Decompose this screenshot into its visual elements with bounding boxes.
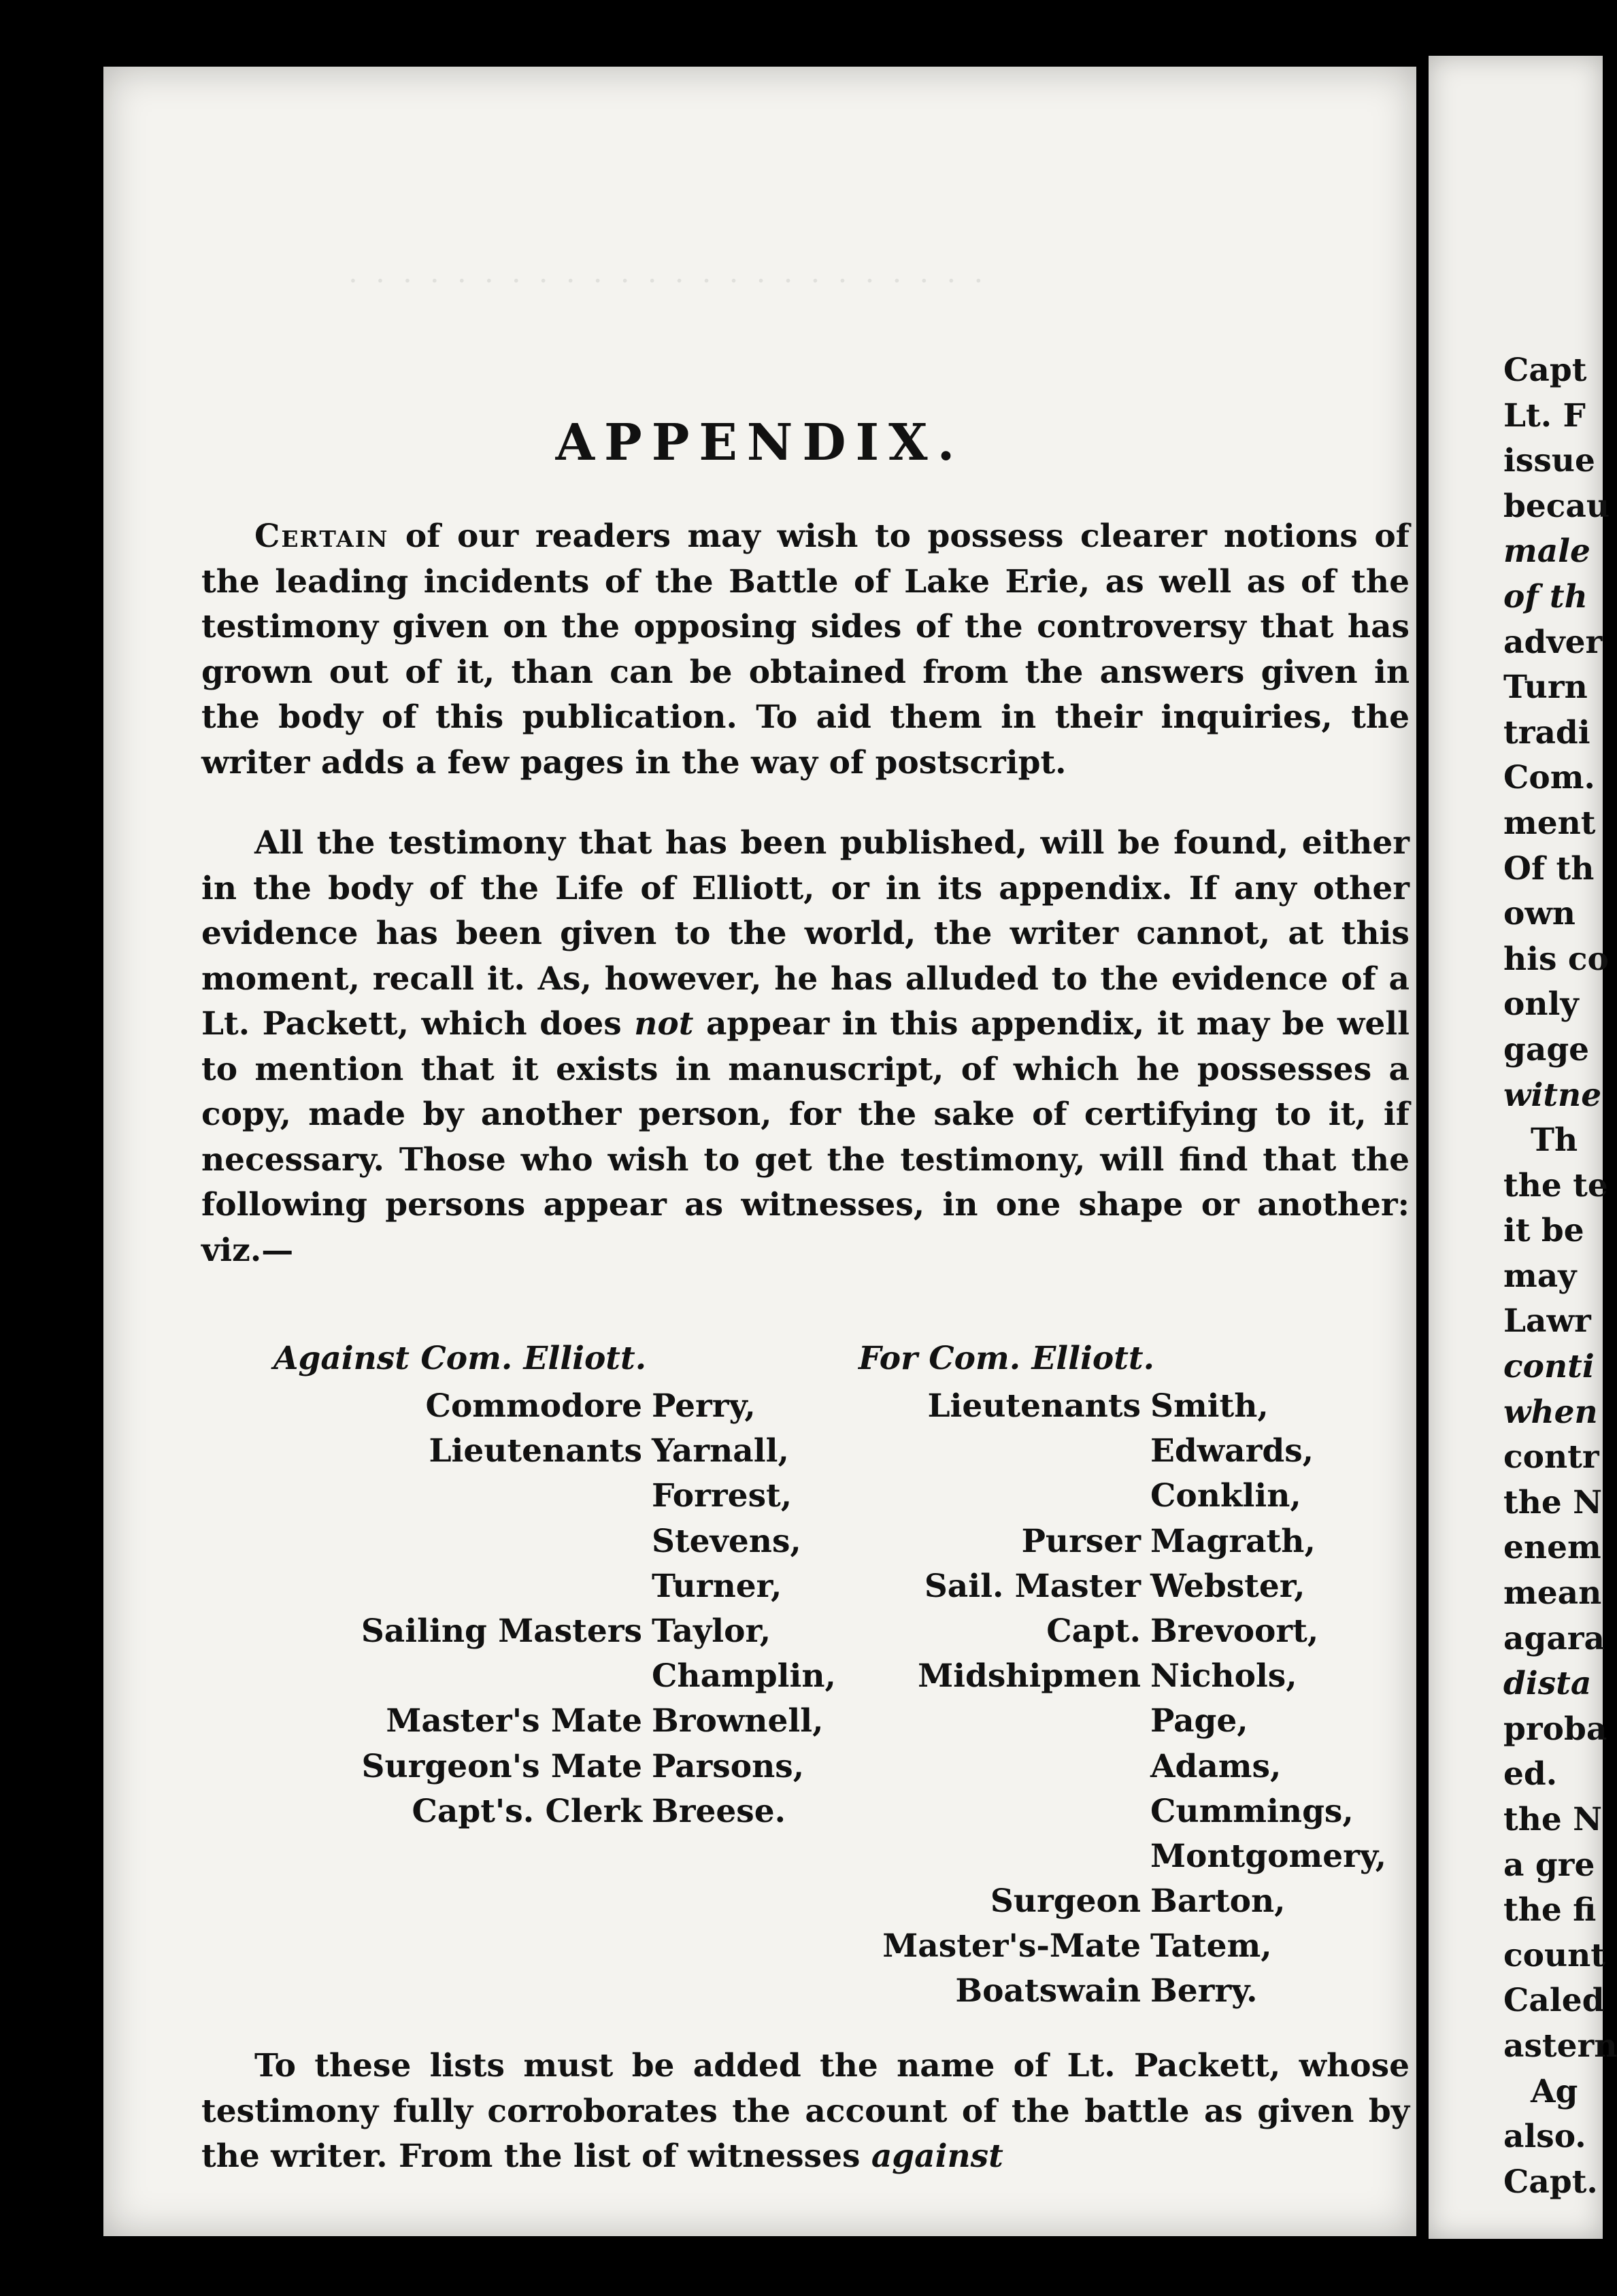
- paragraph-closing-emphasis: against: [871, 2138, 1003, 2175]
- paragraph-intro-text: of our readers may wish to possess clearer notions of the leading incidents of the Battle of Lake Erie, as well as of the testimony given on the opposing sides of the controversy that has grown out of it, than can be obtained from the answers given in the body of this publication. To aid them in their inquiries, the writer adds a few pages in the way of postscript.: [201, 518, 1410, 781]
- right-page-line: Capt.: [1503, 2163, 1598, 2201]
- witness-name: Smith,: [1150, 1387, 1269, 1425]
- witness-rank: [233, 1474, 642, 1519]
- right-page-line: his co: [1503, 940, 1609, 978]
- witness-rank: [733, 1699, 1141, 1744]
- witness-row: [733, 1519, 1386, 1564]
- right-page-line: Ag: [1531, 2072, 1578, 2110]
- right-page-line: ment: [1503, 804, 1596, 842]
- right-page-line: enem: [1503, 1529, 1601, 1567]
- witness-name: Yarnall,: [652, 1432, 789, 1470]
- witness-rank: [233, 1564, 642, 1609]
- paragraph-testimony-b: appear in this appendix, it may be well to mention that it exists in manuscript, of which he possesses a copy, made by another person, for the sake of certifying to it, if necessary. Those who wish to get the testimony, will find that the following persons appear as witnesses, in one shape or another: viz.—: [201, 1005, 1410, 1269]
- right-page-line: the N: [1503, 1801, 1603, 1838]
- witness-name: Magrath,: [1150, 1522, 1316, 1560]
- witness-name: Conklin,: [1150, 1477, 1301, 1515]
- right-page-line: dista: [1503, 1665, 1592, 1703]
- right-page-line: Lawr: [1503, 1302, 1591, 1340]
- right-page-line: Of th: [1503, 849, 1595, 888]
- witness-rank: Surgeon: [990, 1883, 1141, 1921]
- right-page-line: a gre: [1503, 1846, 1595, 1884]
- right-page-line: of th: [1503, 577, 1588, 615]
- witness-row: [733, 1654, 1386, 1699]
- right-page-line: the N: [1503, 1483, 1603, 1521]
- witness-name: Champlin,: [652, 1657, 836, 1695]
- witness-row: [733, 1699, 1386, 1744]
- right-page-line: when: [1503, 1393, 1598, 1431]
- paragraph-closing: [201, 2044, 1410, 2180]
- left-page: [103, 67, 1416, 2236]
- right-page-line: ed.: [1503, 1755, 1558, 1793]
- witness-name: Tatem,: [1150, 1927, 1272, 1965]
- right-page-line: own: [1503, 895, 1576, 933]
- right-page-line: it be: [1503, 1212, 1584, 1250]
- right-page-line: the fi: [1503, 1891, 1597, 1929]
- right-page-line: only: [1503, 985, 1579, 1024]
- right-page-line: gage: [1503, 1030, 1590, 1068]
- witness-name: Berry.: [1150, 1972, 1258, 2010]
- witness-name: Webster,: [1150, 1567, 1305, 1605]
- witness-name: Breese.: [652, 1792, 786, 1830]
- right-page-line: mean: [1503, 1574, 1602, 1613]
- right-page-line: proba: [1503, 1710, 1607, 1748]
- right-page-line: Capt: [1503, 352, 1587, 389]
- right-page-line: may: [1503, 1257, 1577, 1295]
- witness-rank: [233, 1519, 642, 1564]
- witness-name: Montgomery,: [1150, 1837, 1387, 1875]
- right-page-line: Com.: [1503, 759, 1595, 797]
- witness-rank: Lieutenants: [927, 1387, 1141, 1425]
- witness-row: [733, 1969, 1386, 2014]
- witness-rank: [733, 1429, 1141, 1474]
- right-page-line: Lt. F: [1503, 396, 1586, 435]
- witness-name: Nichols,: [1150, 1657, 1297, 1695]
- witness-row: [733, 1564, 1386, 1609]
- paragraph-testimony-a: All the testimony that has been published, will be found, either in the body of the Life of Elliott, or in its appendix. If any other evidence has been given to the world, the writer cannot, at this moment, recall it. As, however, he has alluded to the evidence of a Lt. Packett, which does: [201, 824, 1410, 1043]
- witness-rank: Capt's. Clerk: [412, 1792, 642, 1830]
- witness-name: Forrest,: [652, 1477, 793, 1515]
- witness-rank: Surgeon's Mate: [361, 1747, 642, 1785]
- witness-name: Barton,: [1150, 1883, 1286, 1921]
- witness-row: [733, 1609, 1386, 1654]
- witness-row: [733, 1879, 1386, 1924]
- right-page-line: contr: [1503, 1438, 1599, 1476]
- witness-name: Edwards,: [1150, 1432, 1314, 1470]
- bleed-through-text: · · · · · · · · · · · · · · · · · · · · · · · ·: [348, 264, 988, 299]
- right-page-line: witne: [1503, 1076, 1602, 1114]
- witness-name: Turner,: [652, 1567, 782, 1605]
- witness-row: [733, 1474, 1386, 1519]
- paragraph-lead-word: Certain: [254, 518, 389, 555]
- witness-rank: Sailing Masters: [361, 1612, 642, 1650]
- right-page-line: Turn: [1503, 669, 1588, 707]
- witness-rank: Capt.: [1046, 1612, 1141, 1650]
- witness-rank: [233, 1654, 642, 1699]
- right-page-line: Caled: [1503, 1982, 1605, 2020]
- witness-row: [733, 1429, 1386, 1474]
- witness-name: Stevens,: [652, 1522, 801, 1560]
- witness-rank: Commodore: [425, 1387, 642, 1425]
- right-page-line: issue: [1503, 442, 1595, 480]
- witness-row: [733, 1834, 1386, 1879]
- right-page-line: Th: [1531, 1121, 1578, 1160]
- witness-rank: Midshipmen: [918, 1657, 1141, 1695]
- witness-name: Perry,: [652, 1387, 756, 1425]
- right-page-fragment: [1429, 56, 1617, 2239]
- witness-rank: Boatswain: [955, 1972, 1141, 2010]
- witness-rank: Master's Mate: [386, 1702, 642, 1740]
- paragraph-intro: [201, 514, 1410, 786]
- witness-rank: [733, 1744, 1141, 1789]
- paragraph-closing-text: To these lists must be added the name of Lt. Packett, whose testimony fully corroborates the account of the battle as given by the writer. From the list of witnesses: [201, 2047, 1410, 2175]
- right-page-line: count: [1503, 1936, 1606, 1974]
- paragraph-emphasis: not: [634, 1005, 694, 1043]
- right-page-line: becau: [1503, 487, 1610, 525]
- witness-rank: Master's-Mate: [882, 1927, 1141, 1965]
- witness-rank: [733, 1834, 1141, 1879]
- witness-row: [733, 1384, 1386, 1429]
- right-page-line: adver: [1503, 623, 1603, 661]
- for-witness-list: [733, 1384, 1386, 2014]
- witness-row: [733, 1789, 1386, 1834]
- witness-name: Taylor,: [652, 1612, 771, 1650]
- witness-name: Cummings,: [1150, 1792, 1354, 1830]
- witness-name: Brownell,: [652, 1702, 824, 1740]
- witness-rank: Purser: [1021, 1522, 1141, 1560]
- witness-rank: [733, 1474, 1141, 1519]
- right-page-line: also.: [1503, 2118, 1586, 2156]
- for-heading: For Com. Elliott.: [858, 1340, 1155, 1377]
- witness-rank: Sail. Master: [924, 1567, 1141, 1605]
- witness-rank: Lieutenants: [429, 1432, 642, 1470]
- right-page-line: agara: [1503, 1619, 1605, 1657]
- paragraph-testimony: [201, 821, 1410, 1273]
- page-title: APPENDIX.: [555, 413, 965, 472]
- right-page-text-fragments: [1503, 348, 1617, 2205]
- witness-name: Parsons,: [652, 1747, 805, 1785]
- witness-name: Page,: [1150, 1702, 1248, 1740]
- right-page-line: the te: [1503, 1166, 1608, 1204]
- witness-row: [733, 1744, 1386, 1789]
- witness-rank: [733, 1789, 1141, 1834]
- right-page-line: male: [1503, 533, 1590, 571]
- right-page-line: conti: [1503, 1348, 1595, 1386]
- witness-row: [733, 1924, 1386, 1969]
- witness-name: Adams,: [1150, 1747, 1282, 1785]
- witness-name: Brevoort,: [1150, 1612, 1319, 1650]
- right-page-line: tradi: [1503, 713, 1590, 752]
- right-page-line: astern: [1503, 2027, 1617, 2065]
- against-heading: Against Com. Elliott.: [273, 1340, 647, 1377]
